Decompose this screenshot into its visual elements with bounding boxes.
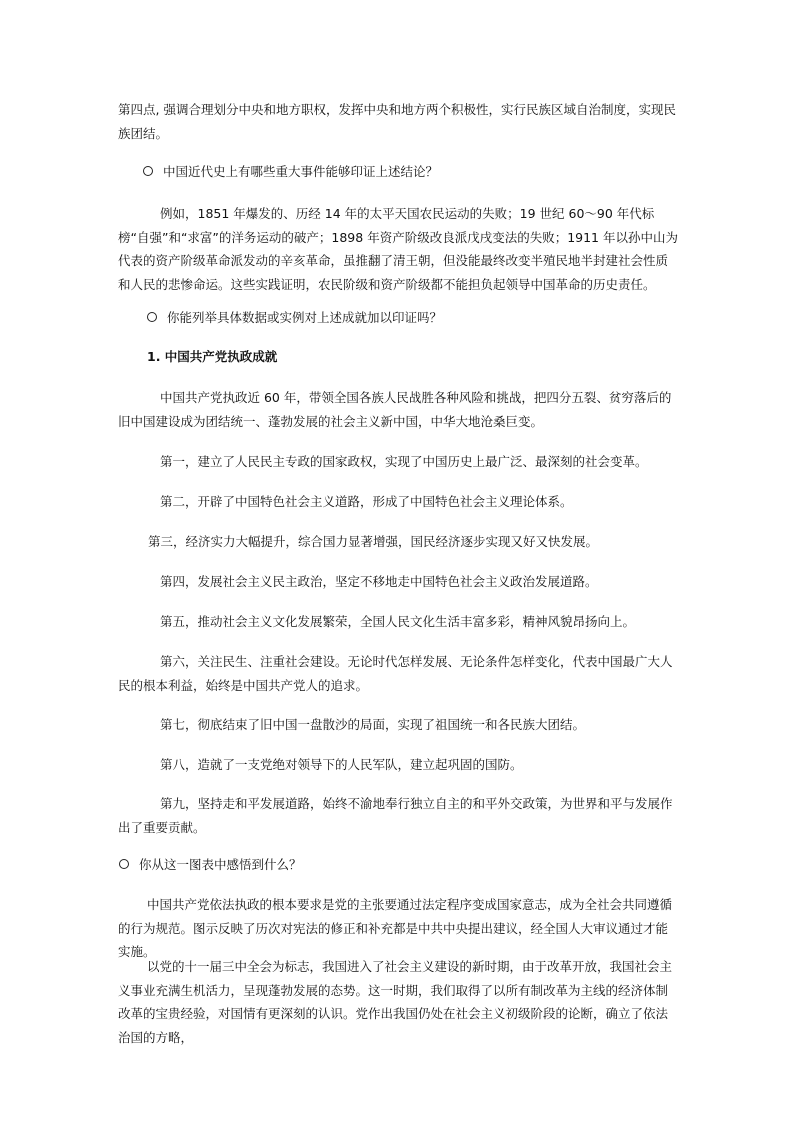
achievement-item-7: 第七，彻底结束了旧中国一盘散沙的局面，实现了祖国统一和各民族大团结。 bbox=[160, 717, 586, 732]
paragraph-new-era: 以党的十一届三中全会为标志，我国进入了社会主义建设的新时期，由于改革开放，我国社会主义事业充满生机活力，呈现蓬勃发展的态势。这一时期，我们取得了以所有制改革为主线的经济体制改革的宝贵经验，对国情有更深刻的认识。党作出我国仍处在社会主义初级阶段的论断，确立了依法治国的方略， bbox=[118, 959, 673, 1045]
section-heading: 1. 中国共产党执政成就 bbox=[147, 349, 278, 364]
question-text: 你从这一图表中感悟到什么？ bbox=[139, 857, 302, 872]
achievement-item-2: 第二，开辟了中国特色社会主义道路，形成了中国特色社会主义理论体系。 bbox=[160, 494, 573, 509]
circle-bullet-icon bbox=[143, 166, 153, 176]
achievement-item-8: 第八，造就了一支党绝对领导下的人民军队，建立起巩固的国防。 bbox=[160, 757, 523, 772]
question-chart-insight bbox=[119, 853, 302, 876]
question-text: 中国近代史上有哪些重大事件能够印证上述结论？ bbox=[163, 164, 439, 179]
achievement-item-3: 第三，经济实力大幅提升，综合国力显著增强，国民经济逐步实现又好又快发展。 bbox=[148, 534, 599, 549]
paragraph-examples: 例如，1851 年爆发的、历经 14 年的太平天国农民运动的失败；19 世纪 60～90 年代标榜“自强”和“求富”的洋务运动的破产；1898 年资产阶级改良派戊戌变法的失败；1911 年以孙中山为代表的资产阶级革命派发动的辛亥革命，虽推翻了清王朝，但没能最终改变半殖民地半封建社会性质和人民的悲惨命运。这些实践证明，农民阶级和资产阶级都不能担负起领导中国革命的历史责任。 bbox=[118, 206, 678, 292]
achievement-item-4: 第四，发展社会主义民主政治，坚定不移地走中国特色社会主义政治发展道路。 bbox=[160, 574, 598, 589]
question-data-examples bbox=[147, 306, 442, 329]
paragraph-fourth-point: 第四点, 强调合理划分中央和地方职权，发挥中央和地方两个积极性，实行民族区域自治制度，实现民族团结。 bbox=[118, 102, 676, 141]
circle-bullet-icon bbox=[147, 312, 157, 322]
question-text: 你能列举具体数据或实例对上述成就加以印证吗？ bbox=[167, 310, 443, 325]
paragraph-achievements-intro: 中国共产党执政近 60 年，带领全国各族人民战胜各种风险和挑战，把四分五裂、贫穷落后的旧中国建设成为团结统一、蓬勃发展的社会主义新中国，中华大地沧桑巨变。 bbox=[118, 390, 672, 429]
achievement-item-6: 第六，关注民生、注重社会建设。无论时代怎样发展、无论条件怎样变化，代表中国最广大人民的根本利益，始终是中国共产党人的追求。 bbox=[118, 654, 673, 693]
circle-bullet-icon bbox=[119, 859, 129, 869]
achievement-item-5: 第五，推动社会主义文化发展繁荣，全国人民文化生活丰富多彩，精神风貌昂扬向上。 bbox=[160, 614, 636, 629]
achievement-item-1: 第一，建立了人民民主专政的国家政权，实现了中国历史上最广泛、最深刻的社会变革。 bbox=[160, 454, 648, 469]
paragraph-rule-of-law: 中国共产党依法执政的根本要求是党的主张要通过法定程序变成国家意志，成为全社会共同遵循的行为规范。图示反映了历次对宪法的修正和补充都是中共中央提出建议，经全国人大审议通过才能实施。 bbox=[118, 897, 673, 959]
achievement-item-9: 第九，坚持走和平发展道路，始终不渝地奉行独立自主的和平外交政策，为世界和平与发展作出了重要贡献。 bbox=[118, 796, 673, 835]
question-modern-history bbox=[143, 160, 438, 183]
